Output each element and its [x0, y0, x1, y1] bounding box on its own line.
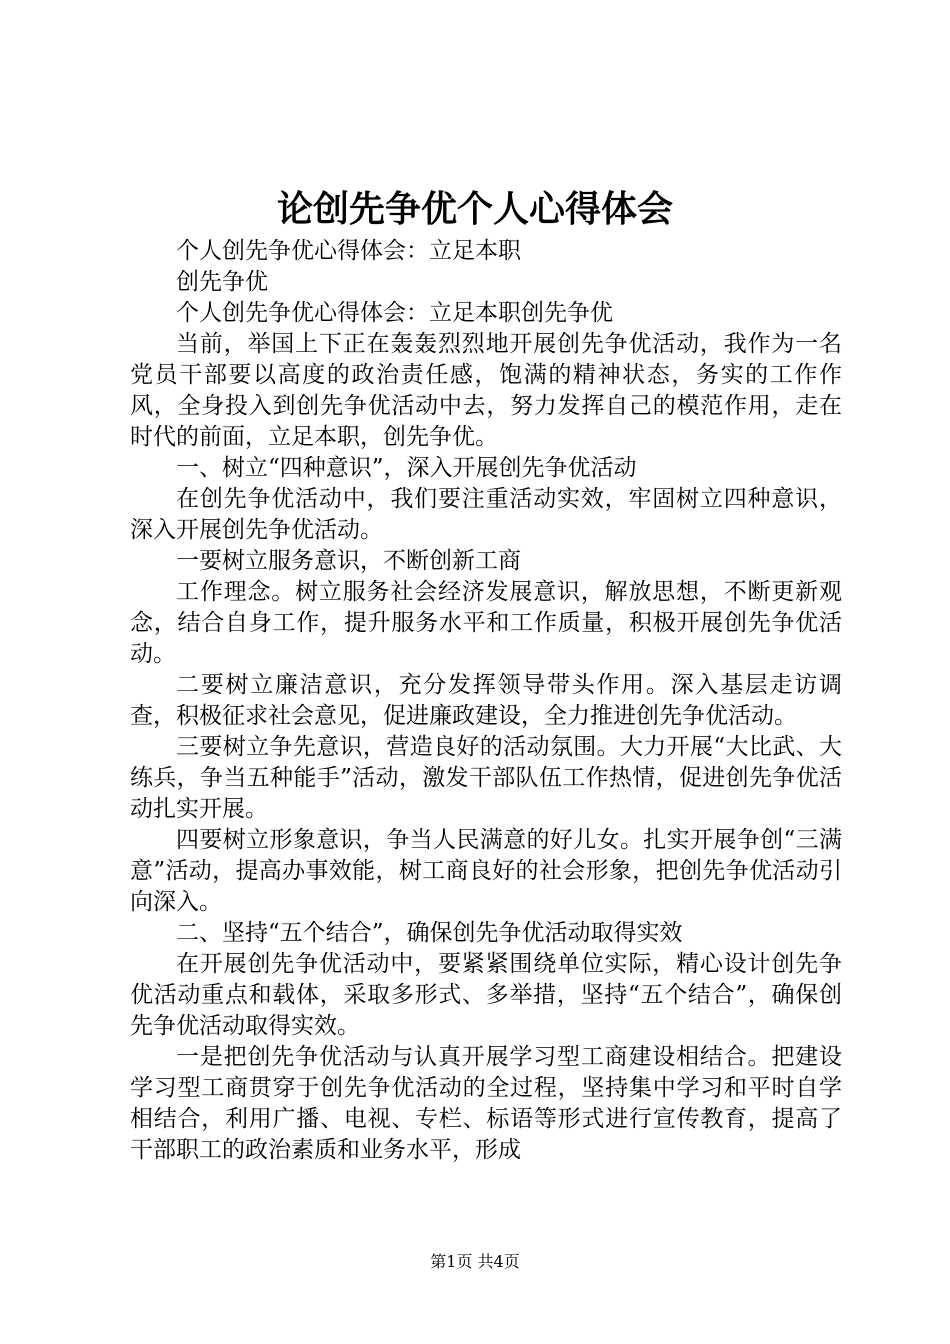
paragraph: 创先争优 — [176, 269, 268, 295]
page-footer: 第1页 共4页 — [430, 1252, 520, 1271]
document-title: 论创先争优个人心得体会 — [276, 188, 673, 230]
paragraph: 在开展创先争优活动中，要紧紧围绕单位实际，精心设计创先争优活动重点和载体，采取多形式、多举措，坚持“五个结合”，确保创先争优活动取得实效。 — [130, 951, 842, 1039]
paragraph: 当前，举国上下正在轰轰烈烈地开展创先争优活动，我作为一名党员干部要以高度的政治责任感，饱满的精神状态，务实的工作作风，全身投入到创先争优活动中去，努力发挥自己的模范作用，走在时代的前面，立足本职，创先争优。 — [130, 331, 842, 450]
paragraph: 二要树立廉洁意识，充分发挥领导带头作用。深入基层走访调查，积极征求社会意见，促进廉政建设，全力推进创先争优活动。 — [130, 672, 842, 729]
section-heading: 一、树立“四种意识”，深入开展创先争优活动 — [176, 455, 637, 481]
paragraph: 在创先争优活动中，我们要注重活动实效，牢固树立四种意识，深入开展创先争优活动。 — [130, 486, 842, 543]
paragraph: 三要树立争先意识，营造良好的活动氛围。大力开展“大比武、大练兵，争当五种能手”活动，激发干部队伍工作热情，促进创先争优活动扎实开展。 — [130, 734, 842, 822]
paragraph: 个人创先争优心得体会：立足本职 — [176, 238, 521, 264]
paragraph: 一要树立服务意识，不断创新工商 — [176, 548, 521, 574]
section-heading: 二、坚持“五个结合”，确保创先争优活动取得实效 — [176, 920, 683, 946]
paragraph: 四要树立形象意识，争当人民满意的好儿女。扎实开展争创“三满意”活动，提高办事效能，树工商良好的社会形象，把创先争优活动引向深入。 — [130, 827, 842, 915]
paragraph: 个人创先争优心得体会：立足本职创先争优 — [176, 300, 613, 326]
paragraph: 工作理念。树立服务社会经济发展意识，解放思想，不断更新观念，结合自身工作，提升服务水平和工作质量，积极开展创先争优活动。 — [130, 579, 842, 667]
document-body — [130, 236, 842, 1166]
paragraph: 一是把创先争优活动与认真开展学习型工商建设相结合。把建设学习型工商贯穿于创先争优活动的全过程，坚持集中学习和平时自学相结合，利用广播、电视、专栏、标语等形式进行宣传教育，提高了干部职工的政治素质和业务水平，形成 — [130, 1044, 842, 1163]
